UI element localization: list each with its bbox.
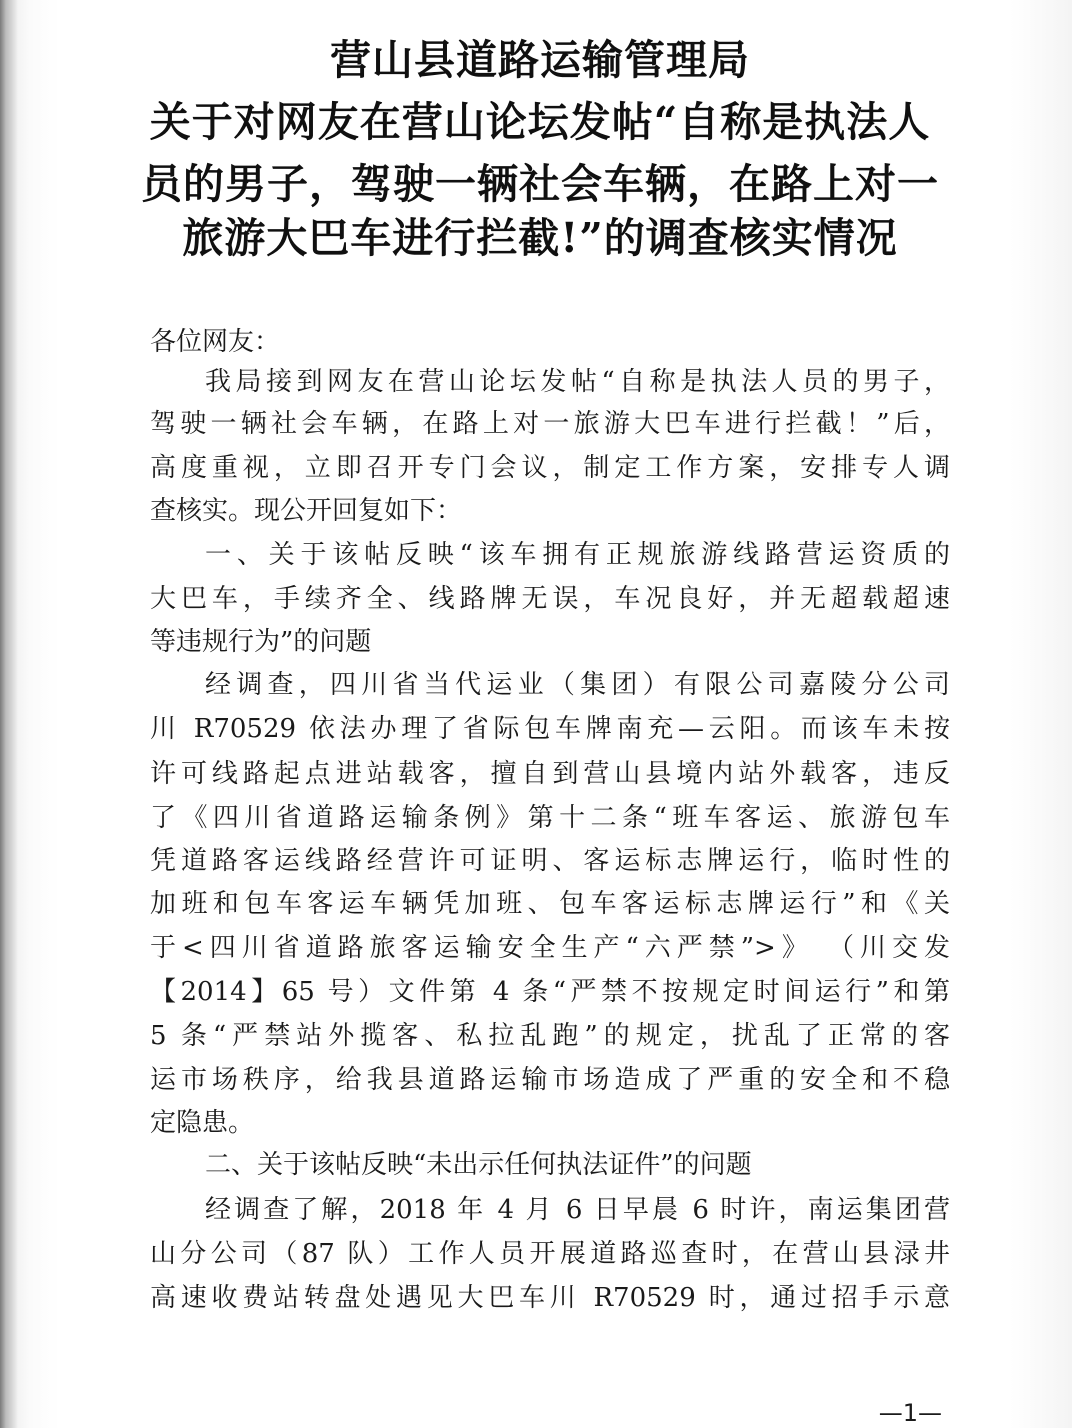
body-line: 驾驶一辆社会车辆，在路上对一旅游大巴车进行拦截！”后， — [150, 409, 950, 439]
body-line: 山分公司（87 队）工作人员开展道路巡查时，在营山县渌井 — [150, 1239, 950, 1269]
body-line: 【2014】65 号）文件第 4 条“严禁不按规定时间运行”和第 — [150, 977, 950, 1007]
title-line-4: 旅游大巴车进行拦截!”的调查核实情况 — [182, 214, 898, 262]
title-line-1: 营山县道路运输管理局 — [330, 36, 750, 84]
body-line: 高度重视，立即召开专门会议，制定工作方案，安排专人调 — [150, 453, 950, 483]
body-line: 于<四川省道路旅客运输安全生产“六严禁”>》 （川交发 — [150, 933, 950, 963]
title-line-3: 员的男子，驾驶一辆社会车辆，在路上对一 — [141, 160, 939, 208]
body-line: 许可线路起点进站载客，擅自到营山县境内站外载客，违反 — [150, 759, 950, 789]
body-line: 经调查了解，2018 年 4 月 6 日早晨 6 时许，南运集团营 — [205, 1195, 950, 1225]
body-line: 一、关于该帖反映“该车拥有正规旅游线路营运资质的 — [205, 540, 950, 570]
body-line: 我局接到网友在营山论坛发帖“自称是执法人员的男子， — [205, 367, 950, 397]
body-line: 二、关于该帖反映“未出示任何执法证件”的问题 — [205, 1150, 752, 1180]
salutation: 各位网友： — [150, 327, 281, 357]
body-line: 经调查，四川省当代运业（集团）有限公司嘉陵分公司 — [205, 670, 950, 700]
body-line: 高速收费站转盘处遇见大巴车川 R70529 时，通过招手示意 — [150, 1283, 950, 1313]
body-line: 等违规行为”的问题 — [150, 627, 372, 657]
title-line-2: 关于对网友在营山论坛发帖“自称是执法人 — [149, 98, 931, 146]
body-line: 查核实。现公开回复如下： — [150, 496, 463, 526]
page-number: —1— — [878, 1399, 942, 1427]
body-line: 了《四川省道路运输条例》第十二条“班车客运、旅游包车 — [150, 803, 950, 833]
body-line: 川 R70529 依法办理了省际包车牌南充—云阳。而该车未按 — [150, 714, 950, 744]
body-line: 5 条“严禁站外揽客、私拉乱跑”的规定，扰乱了正常的客 — [150, 1021, 950, 1051]
scan-edge-shadow — [0, 0, 18, 1428]
body-line: 大巴车，手续齐全、线路牌无误，车况良好，并无超载超速 — [150, 584, 950, 614]
body-line: 加班和包车客运车辆凭加班、包车客运标志牌运行”和《关 — [150, 889, 950, 919]
body-line: 凭道路客运线路经营许可证明、客运标志牌运行，临时性的 — [150, 846, 950, 876]
body-line: 定隐患。 — [150, 1108, 255, 1138]
body-line: 运市场秩序，给我县道路运输市场造成了严重的安全和不稳 — [150, 1065, 950, 1095]
